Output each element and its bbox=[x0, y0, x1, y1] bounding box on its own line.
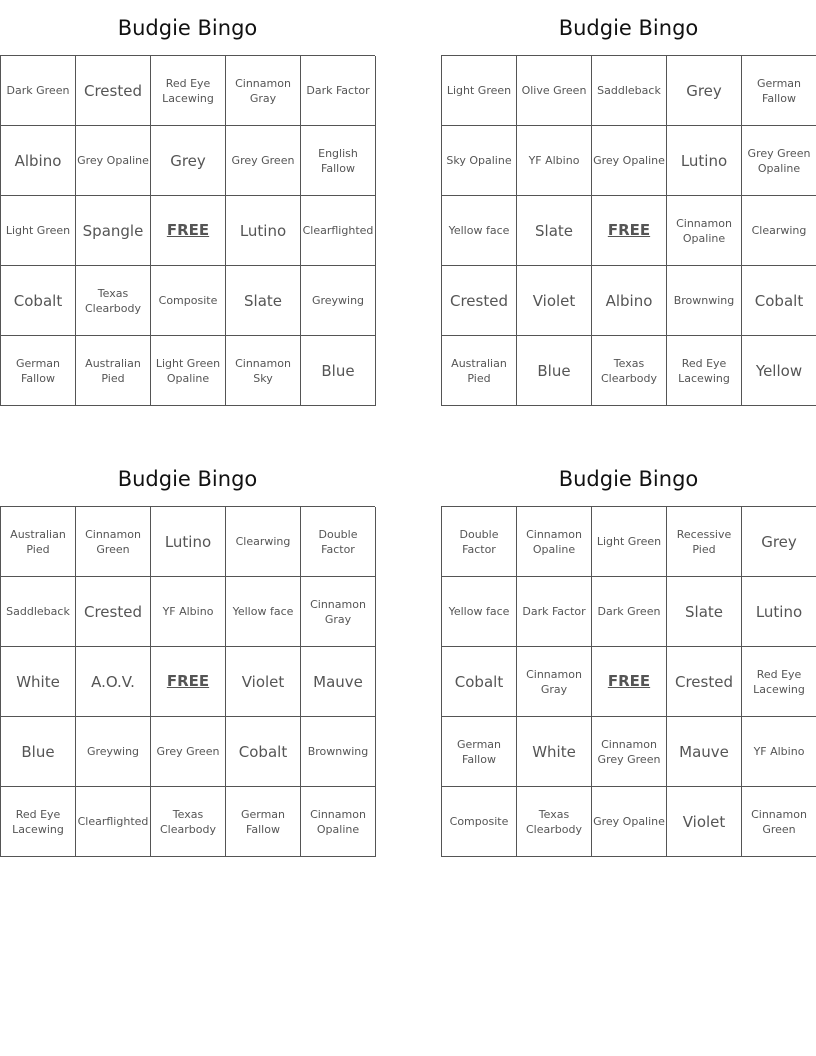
card-title: Budgie Bingo bbox=[558, 467, 699, 491]
bingo-cell: Cinnamon Opaline bbox=[517, 507, 592, 577]
bingo-cell: YF Albino bbox=[151, 577, 226, 647]
bingo-cell: Yellow bbox=[742, 336, 816, 406]
bingo-cell: Violet bbox=[517, 266, 592, 336]
bingo-cell: Yellow face bbox=[442, 196, 517, 266]
free-space: FREE bbox=[151, 196, 226, 266]
bingo-cell: Clearflighted bbox=[301, 196, 376, 266]
bingo-cell: German Fallow bbox=[742, 56, 816, 126]
bingo-cell: Grey Green bbox=[151, 717, 226, 787]
bingo-cell: Recessive Pied bbox=[667, 507, 742, 577]
bingo-cell: Composite bbox=[442, 787, 517, 857]
bingo-grid bbox=[0, 506, 375, 857]
bingo-cell: Dark Factor bbox=[301, 56, 376, 126]
bingo-cell: Cinnamon Grey Green bbox=[592, 717, 667, 787]
bingo-cell: Australian Pied bbox=[76, 336, 151, 406]
bingo-cell: Violet bbox=[226, 647, 301, 717]
bingo-cell: Australian Pied bbox=[442, 336, 517, 406]
bingo-cell: Spangle bbox=[76, 196, 151, 266]
bingo-cell: Saddleback bbox=[592, 56, 667, 126]
bingo-cell: Grey bbox=[151, 126, 226, 196]
bingo-cell: Brownwing bbox=[301, 717, 376, 787]
bingo-cell: Red Eye Lacewing bbox=[742, 647, 816, 717]
bingo-cell: Cinnamon Gray bbox=[301, 577, 376, 647]
bingo-cell: Yellow face bbox=[442, 577, 517, 647]
bingo-cell: Sky Opaline bbox=[442, 126, 517, 196]
bingo-cell: Cobalt bbox=[742, 266, 816, 336]
bingo-cell: Red Eye Lacewing bbox=[667, 336, 742, 406]
bingo-cell: Greywing bbox=[301, 266, 376, 336]
bingo-cell: Lutino bbox=[742, 577, 816, 647]
bingo-cell: Slate bbox=[667, 577, 742, 647]
bingo-cell: Cinnamon Gray bbox=[517, 647, 592, 717]
bingo-cell: Light Green Opaline bbox=[151, 336, 226, 406]
bingo-cell: Brownwing bbox=[667, 266, 742, 336]
bingo-cell: Crested bbox=[76, 577, 151, 647]
bingo-cell: Yellow face bbox=[226, 577, 301, 647]
bingo-cell: Light Green bbox=[592, 507, 667, 577]
bingo-cell: Lutino bbox=[226, 196, 301, 266]
free-space: FREE bbox=[592, 647, 667, 717]
bingo-cell: Clearflighted bbox=[76, 787, 151, 857]
bingo-cell: Texas Clearbody bbox=[151, 787, 226, 857]
bingo-cell: Violet bbox=[667, 787, 742, 857]
bingo-cell: Albino bbox=[592, 266, 667, 336]
bingo-cell: Crested bbox=[667, 647, 742, 717]
bingo-cell: Slate bbox=[517, 196, 592, 266]
bingo-cell: Grey Opaline bbox=[592, 126, 667, 196]
bingo-cell: Cobalt bbox=[442, 647, 517, 717]
bingo-cell: Grey Opaline bbox=[592, 787, 667, 857]
bingo-cell: Composite bbox=[151, 266, 226, 336]
bingo-cell: Cinnamon Opaline bbox=[301, 787, 376, 857]
bingo-grid bbox=[0, 55, 375, 406]
bingo-cell: White bbox=[517, 717, 592, 787]
bingo-cell: Cinnamon Opaline bbox=[667, 196, 742, 266]
bingo-cell: YF Albino bbox=[517, 126, 592, 196]
card-title: Budgie Bingo bbox=[117, 467, 258, 491]
bingo-cell: Texas Clearbody bbox=[517, 787, 592, 857]
bingo-cell: Red Eye Lacewing bbox=[1, 787, 76, 857]
bingo-grid bbox=[441, 55, 816, 406]
bingo-cell: Grey Opaline bbox=[76, 126, 151, 196]
bingo-cell: A.O.V. bbox=[76, 647, 151, 717]
bingo-cell: German Fallow bbox=[1, 336, 76, 406]
bingo-cell: Dark Green bbox=[592, 577, 667, 647]
bingo-card-1 bbox=[0, 0, 375, 406]
bingo-cell: Cinnamon Sky bbox=[226, 336, 301, 406]
bingo-cell: Double Factor bbox=[301, 507, 376, 577]
bingo-cell: Dark Factor bbox=[517, 577, 592, 647]
bingo-cell: Blue bbox=[1, 717, 76, 787]
bingo-cell: Grey Green Opaline bbox=[742, 126, 816, 196]
bingo-cell: Clearwing bbox=[226, 507, 301, 577]
bingo-cell: Cobalt bbox=[1, 266, 76, 336]
bingo-cell: YF Albino bbox=[742, 717, 816, 787]
bingo-cell: Red Eye Lacewing bbox=[151, 56, 226, 126]
bingo-card-4 bbox=[441, 451, 816, 857]
bingo-cell: Slate bbox=[226, 266, 301, 336]
bingo-cell: Light Green bbox=[1, 196, 76, 266]
bingo-cell: English Fallow bbox=[301, 126, 376, 196]
bingo-cell: Australian Pied bbox=[1, 507, 76, 577]
bingo-cell: Grey bbox=[742, 507, 816, 577]
bingo-cell: Mauve bbox=[301, 647, 376, 717]
bingo-cell: Cinnamon Green bbox=[742, 787, 816, 857]
card-title: Budgie Bingo bbox=[117, 16, 258, 40]
bingo-cell: Grey bbox=[667, 56, 742, 126]
bingo-cell: Greywing bbox=[76, 717, 151, 787]
bingo-grid bbox=[441, 506, 816, 857]
bingo-card-3 bbox=[0, 451, 375, 857]
free-space: FREE bbox=[151, 647, 226, 717]
bingo-cell: Olive Green bbox=[517, 56, 592, 126]
bingo-cell: German Fallow bbox=[226, 787, 301, 857]
bingo-cell: Double Factor bbox=[442, 507, 517, 577]
card-title: Budgie Bingo bbox=[558, 16, 699, 40]
bingo-cell: Cinnamon Green bbox=[76, 507, 151, 577]
bingo-cell: Lutino bbox=[667, 126, 742, 196]
bingo-card-2 bbox=[441, 0, 816, 406]
bingo-cell: Albino bbox=[1, 126, 76, 196]
bingo-cell: German Fallow bbox=[442, 717, 517, 787]
bingo-cell: Cobalt bbox=[226, 717, 301, 787]
bingo-cell: White bbox=[1, 647, 76, 717]
bingo-cell: Texas Clearbody bbox=[76, 266, 151, 336]
bingo-cell: Dark Green bbox=[1, 56, 76, 126]
bingo-cell: Texas Clearbody bbox=[592, 336, 667, 406]
bingo-cell: Crested bbox=[442, 266, 517, 336]
bingo-cell: Saddleback bbox=[1, 577, 76, 647]
bingo-cell: Blue bbox=[301, 336, 376, 406]
bingo-cell: Cinnamon Gray bbox=[226, 56, 301, 126]
bingo-cell: Crested bbox=[76, 56, 151, 126]
free-space: FREE bbox=[592, 196, 667, 266]
bingo-cell: Grey Green bbox=[226, 126, 301, 196]
bingo-cell: Lutino bbox=[151, 507, 226, 577]
bingo-cell: Mauve bbox=[667, 717, 742, 787]
bingo-cell: Clearwing bbox=[742, 196, 816, 266]
bingo-cell: Light Green bbox=[442, 56, 517, 126]
bingo-cell: Blue bbox=[517, 336, 592, 406]
